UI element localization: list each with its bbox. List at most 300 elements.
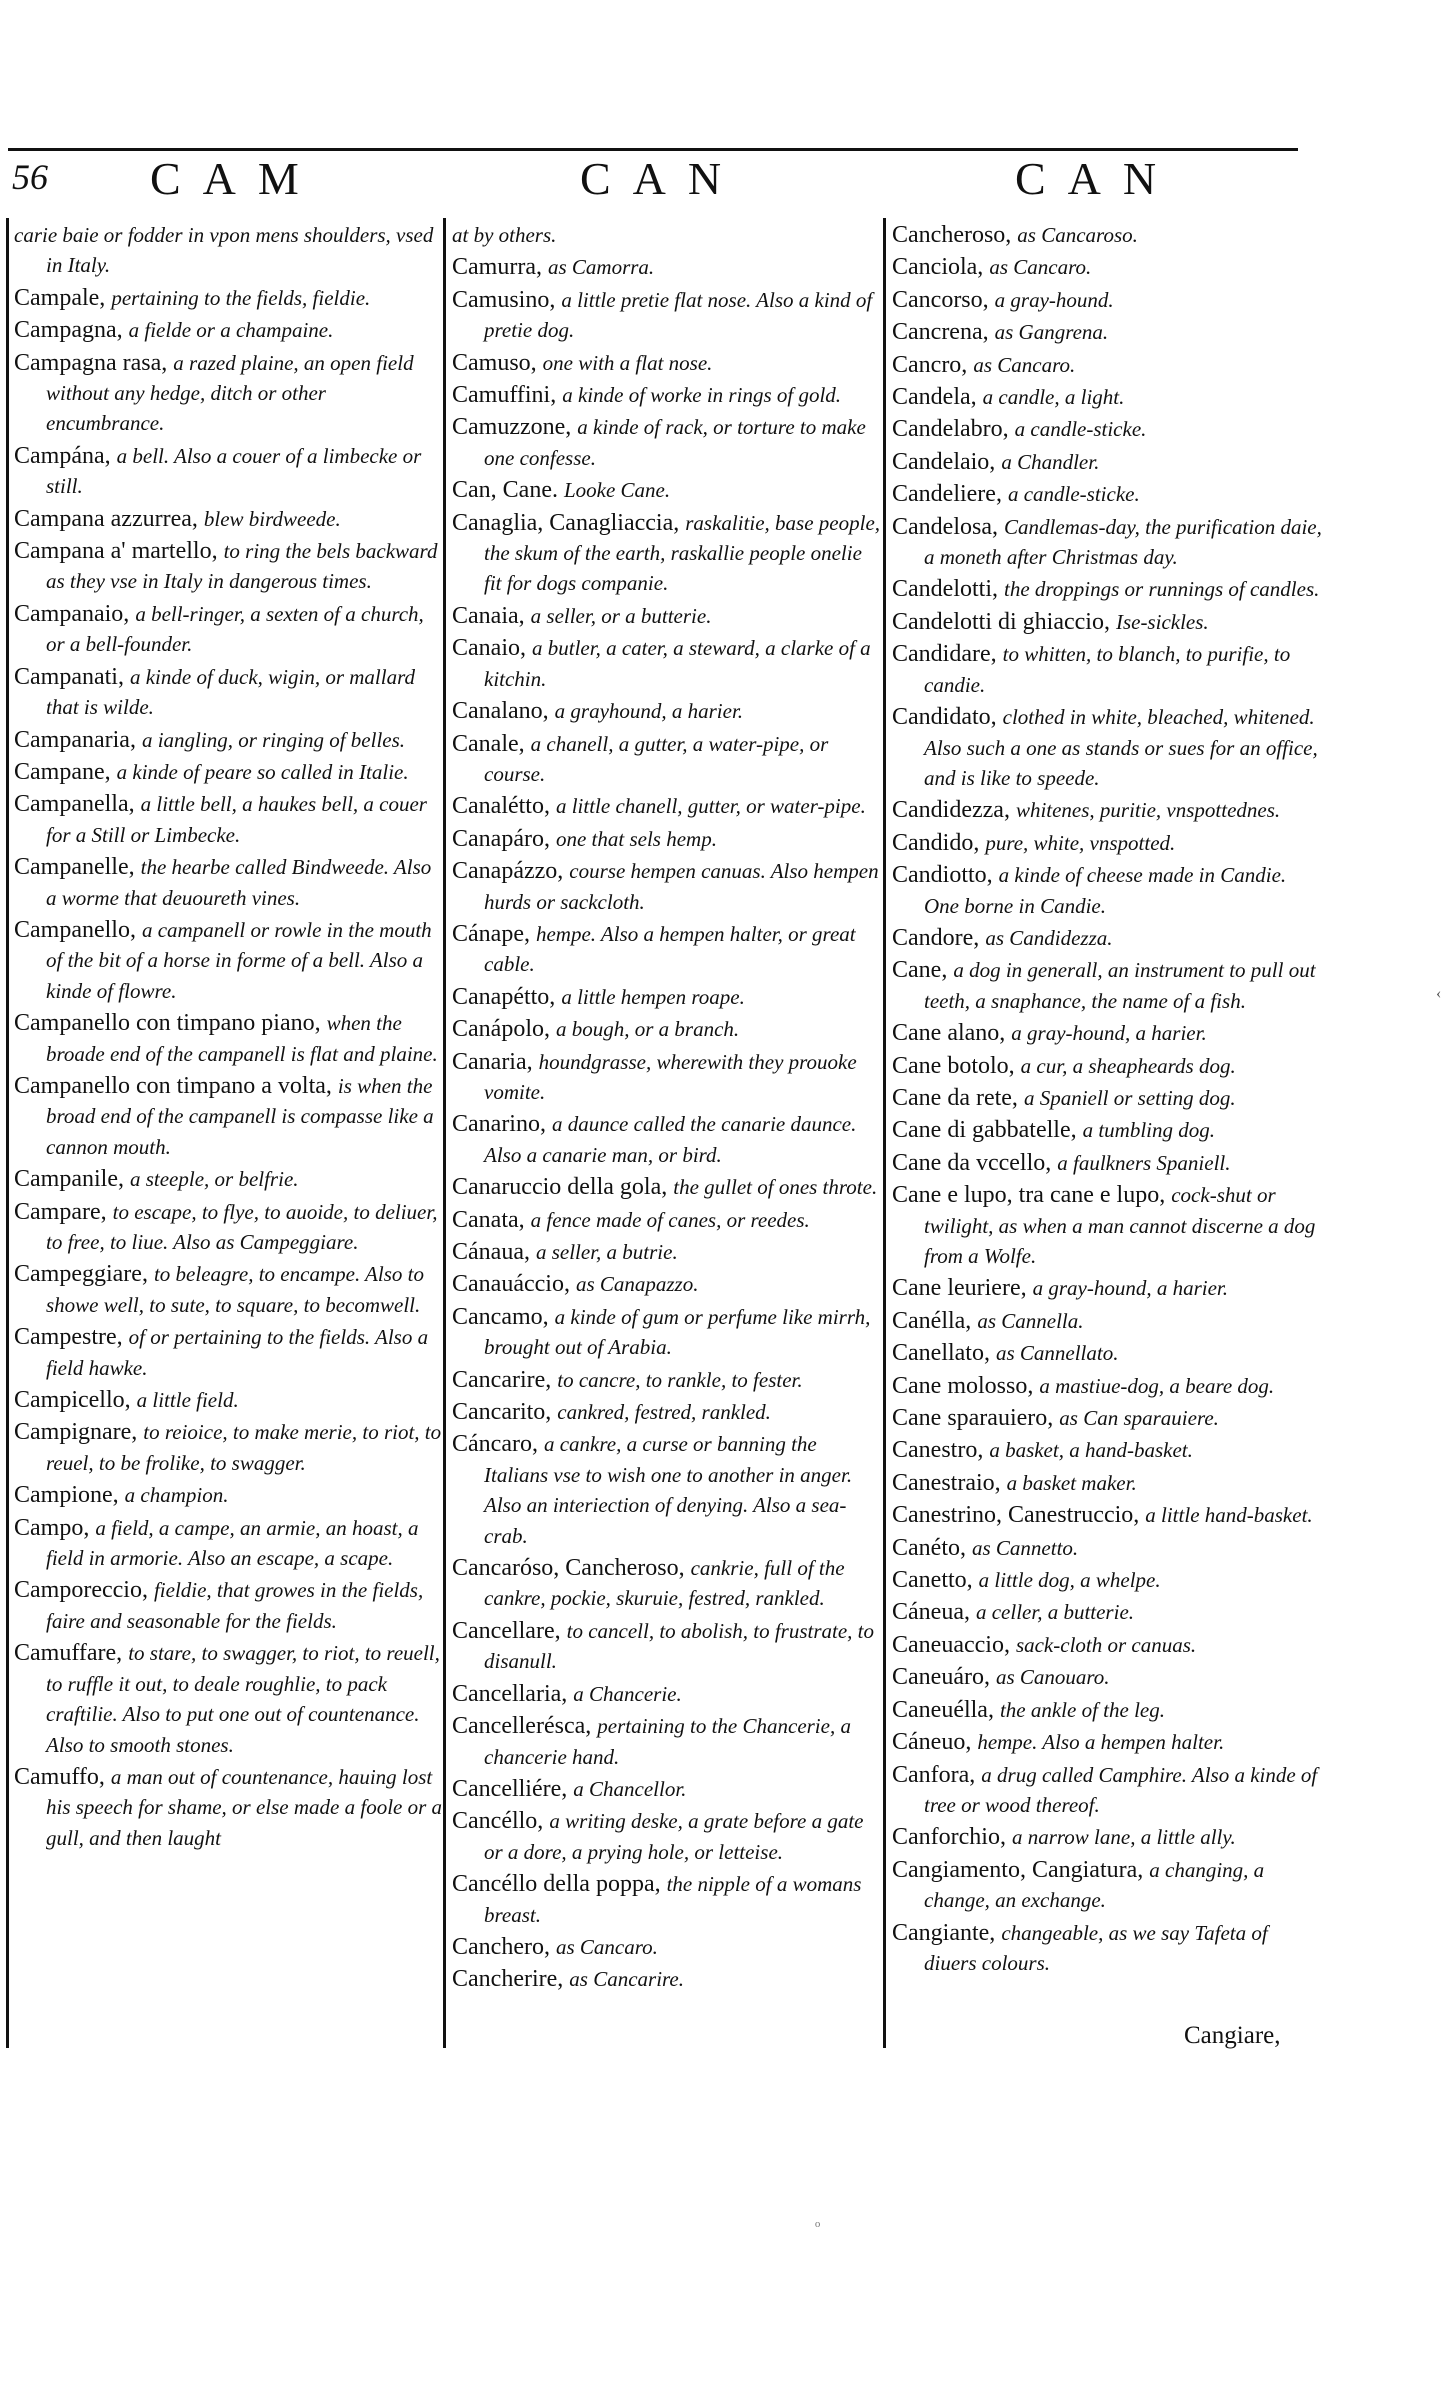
dictionary-entry (452, 285, 882, 346)
headword: Campione, (14, 1482, 119, 1509)
headword: Camuso, (452, 349, 537, 376)
dictionary-entry (452, 1711, 882, 1772)
definition: Ise-sickles. (1115, 609, 1209, 634)
definition: as Cancaro. (973, 352, 1076, 377)
headword: Cane da rete, (892, 1084, 1018, 1111)
dictionary-entry (14, 1638, 444, 1760)
definition: a kinde of worke in rings of gold. (562, 383, 842, 408)
dictionary-entry (452, 1679, 882, 1709)
headword: Cancamo, (452, 1303, 549, 1330)
definition: a bough, or a branch. (555, 1017, 740, 1042)
definition: a drug called Camphire. Also a kinde of tree or wood thereof. (924, 1762, 1318, 1817)
headword: Canapázzo, (452, 858, 564, 885)
definition: cock-shut or twilight, as when a man cannot discerne a dog from a Wolfe. (924, 1183, 1316, 1268)
definition: to escape, to flye, to auoide, to deliuer, to free, to liue. Also as Campeggiare. (46, 1199, 438, 1254)
headword: Campagna rasa, (14, 349, 168, 376)
dictionary-entry (452, 1429, 882, 1551)
dictionary-entry (452, 1237, 882, 1267)
headword: Canalano, (452, 698, 549, 725)
definition: when the broade end of the campanell is flat and plaine. (46, 1011, 438, 1066)
dictionary-entry (452, 1172, 882, 1202)
definition: a little pretie flat nose. Also a kind of pretie dog. (484, 287, 873, 343)
headword: Cancellerésca, (452, 1713, 592, 1740)
definition: the nipple of a womans breast. (484, 1872, 862, 1927)
headword: Canaio, (452, 635, 526, 662)
headword: Cancorso, (892, 286, 989, 313)
headword: Canciola, (892, 254, 984, 281)
dictionary-entry (14, 536, 444, 597)
dictionary-entry (452, 919, 882, 980)
dictionary-entry (14, 220, 444, 281)
definition: a little hand-basket. (1145, 1503, 1313, 1528)
dictionary-entry (892, 414, 1322, 444)
headword: Campo, (14, 1514, 90, 1541)
definition: a Spaniell or setting dog. (1023, 1085, 1236, 1110)
definition: a gray-hound, a harier. (1011, 1021, 1207, 1046)
dictionary-entry (892, 220, 1322, 250)
definition: a Chandler. (1001, 449, 1100, 474)
headword: Canchero, (452, 1933, 550, 1960)
dictionary-entry (14, 504, 444, 534)
headword: Campanella, (14, 791, 135, 818)
definition: at by others. (452, 223, 557, 247)
dictionary-entry (892, 1115, 1322, 1145)
headword: Canforchio, (892, 1824, 1006, 1851)
dictionary-entry (452, 1109, 882, 1170)
definition: a grayhound, a harier. (554, 699, 744, 724)
definition: a dog in generall, an instrument to pull out teeth, a snaphance, the name of a fish. (924, 958, 1316, 1013)
dictionary-entry (892, 1371, 1322, 1401)
headword: Cane leuriere, (892, 1275, 1027, 1302)
headword: Campignare, (14, 1419, 138, 1446)
definition: as Cancarire. (569, 1967, 685, 1992)
headword: Campicello, (14, 1387, 131, 1414)
headword: Cancellaria, (452, 1680, 568, 1707)
headword: Candidezza, (892, 797, 1010, 824)
definition: a seller, or a butterie. (530, 603, 712, 628)
definition: a daunce called the canarie daunce. Also a canarie man, or bird. (484, 1112, 857, 1167)
dictionary-entry (452, 252, 882, 282)
headword: Candidato, (892, 704, 997, 731)
definition: a basket maker. (1006, 1470, 1137, 1495)
dictionary-entry (452, 380, 882, 410)
dictionary-entry (892, 923, 1322, 953)
definition: hempe. Also a hempen halter, or great cable. (484, 921, 856, 977)
dictionary-entry (14, 441, 444, 502)
dictionary-entry (14, 283, 444, 313)
definition: a candle-sticke. (1007, 482, 1140, 507)
dictionary-entry (452, 696, 882, 726)
definition: pertaining to the fields, fieldie. (111, 285, 371, 310)
headword: Cangiante, (892, 1919, 996, 1946)
definition: a chanell, a gutter, a water-pipe, or course. (484, 731, 829, 786)
dictionary-entry (14, 1575, 444, 1636)
definition: a little hempen roape. (561, 984, 745, 1009)
dictionary-entry (14, 1417, 444, 1478)
headword: Cancellare, (452, 1617, 561, 1644)
definition: a kinde of cheese made in Candie. One borne in Candie. (924, 863, 1287, 918)
definition: a steeple, or belfrie. (129, 1167, 299, 1192)
dictionary-entry (892, 607, 1322, 637)
headword: Canauáccio, (452, 1271, 570, 1298)
dictionary-entry (452, 1806, 882, 1867)
dictionary-entry (452, 475, 882, 505)
definition: raskalitie, base people, the skum of the earth, raskallie people onelie fit for dogs companie. (484, 510, 881, 596)
definition: hempe. Also a hempen halter. (977, 1730, 1225, 1755)
headword: Campeggiare, (14, 1261, 148, 1288)
definition: a changing, a change, an exchange. (924, 1857, 1265, 1913)
dictionary-entry (14, 757, 444, 787)
definition: a cur, a sheapheards dog. (1020, 1053, 1236, 1078)
definition: a fielde or a champaine. (128, 318, 334, 343)
headword: Cáncaro, (452, 1431, 538, 1458)
dictionary-entry (452, 791, 882, 821)
headword: Campanelle, (14, 854, 135, 881)
headword: Candiotto, (892, 862, 993, 889)
definition: a champion. (124, 1483, 229, 1508)
dictionary-entry (452, 1774, 882, 1804)
dictionary-entry (452, 601, 882, 631)
headword: Canaria, (452, 1048, 533, 1075)
headword: Campanello con timpano piano, (14, 1010, 321, 1037)
headword: Campanello con timpano a volta, (14, 1072, 332, 1099)
headword: Cancheroso, (892, 222, 1012, 248)
headword: Canápolo, (452, 1016, 550, 1043)
dictionary-entry (14, 1322, 444, 1383)
headword: Candelotti, (892, 576, 998, 603)
headword: Candore, (892, 924, 980, 951)
dictionary-entry (892, 252, 1322, 282)
headword: Camuffare, (14, 1640, 123, 1667)
dictionary-entry (892, 1727, 1322, 1757)
headword: Candela, (892, 384, 977, 411)
headword: Canestro, (892, 1437, 984, 1464)
dictionary-entry (452, 508, 882, 599)
definition: carie baie or fodder in vpon mens shoulders, vsed in Italy. (14, 223, 434, 278)
dictionary-entry (14, 725, 444, 755)
definition: as Camorra. (547, 255, 655, 280)
headword: Cane molosso, (892, 1372, 1034, 1399)
definition: changeable, as we say Tafeta of diuers colours. (924, 1920, 1268, 1975)
definition: blew birdweede. (203, 506, 341, 531)
dictionary-entry (452, 824, 882, 854)
dictionary-entry (892, 955, 1322, 1016)
headword: Cane da vccello, (892, 1149, 1052, 1176)
headword: Camporeccio, (14, 1577, 148, 1604)
dictionary-entry (14, 1513, 444, 1574)
definition: to stare, to swagger, to riot, to reuell, to ruffle it out, to deale roughlie, to pack craftilie. Also to put one out of countenance. Also to smooth stones. (46, 1641, 440, 1757)
dictionary-entry (452, 1047, 882, 1108)
headword: Canaia, (452, 602, 525, 629)
dictionary-entry (892, 702, 1322, 793)
dictionary-entry (452, 220, 882, 250)
dictionary-entry (892, 285, 1322, 315)
definition: a bell-ringer, a sexten of a church, or a bell-founder. (46, 601, 424, 657)
dictionary-entry (892, 860, 1322, 921)
headword: Candidare, (892, 641, 997, 668)
headword: Canéto, (892, 1534, 966, 1561)
dictionary-entry (452, 1205, 882, 1235)
headword: Cane sparauiero, (892, 1405, 1054, 1432)
column-middle (452, 220, 882, 1997)
definition: as Cancaro. (989, 255, 1092, 280)
dictionary-entry (892, 1083, 1322, 1113)
headword: Canaruccio della gola, (452, 1174, 668, 1201)
definition: clothed in white, bleached, whitened. Also such a one as stands or sues for an office, and is like to speede. (924, 705, 1318, 790)
headword: Campanaria, (14, 726, 136, 753)
dictionary-entry (452, 348, 882, 378)
dictionary-entry (892, 512, 1322, 573)
dictionary-entry (14, 1762, 444, 1853)
dictionary-entry (892, 1435, 1322, 1465)
headword: Cane di gabbatelle, (892, 1117, 1077, 1144)
dictionary-entry (892, 639, 1322, 700)
definition: a mastiue-dog, a beare dog. (1039, 1373, 1275, 1398)
definition: a gray-hound. (994, 287, 1114, 312)
headword: Campána, (14, 442, 111, 469)
dictionary-entry (892, 1597, 1322, 1627)
definition: as Can sparauiere. (1059, 1406, 1219, 1431)
definition: as Candidezza. (985, 925, 1113, 950)
running-head-right: CAN (1015, 153, 1179, 204)
dictionary-entry (452, 1014, 882, 1044)
headword: Caneuélla, (892, 1696, 994, 1723)
definition: is when the broad end of the campanell is compasse like a cannon mouth. (46, 1073, 434, 1159)
headword: Canarino, (452, 1111, 546, 1138)
headword: Candelaio, (892, 448, 996, 475)
dictionary-entry (892, 1918, 1322, 1979)
dictionary-entry (14, 315, 444, 345)
definition: the gullet of ones throte. (673, 1175, 878, 1200)
definition: one with a flat nose. (542, 350, 713, 375)
definition: to beleagre, to encampe. Also to showe well, to sute, to square, to becomwell. (46, 1262, 424, 1317)
headword: Campane, (14, 758, 111, 785)
headword: Campanaio, (14, 600, 130, 627)
dictionary-entry (452, 1365, 882, 1395)
dictionary-entry (452, 412, 882, 473)
dictionary-entry (14, 915, 444, 1006)
dictionary-entry (892, 1180, 1322, 1271)
definition: to reioice, to make merie, to riot, to reuel, to be frolike, to swagger. (46, 1420, 442, 1475)
headword: Campanati, (14, 663, 124, 690)
dictionary-entry (452, 633, 882, 694)
definition: a narrow lane, a little ally. (1011, 1825, 1236, 1850)
headword: Cancaróso, Cancheroso, (452, 1555, 685, 1582)
dictionary-entry (452, 1869, 882, 1930)
headword: Canata, (452, 1206, 525, 1233)
column-rule (883, 218, 886, 2048)
definition: houndgrasse, wherewith they prouoke vomite. (484, 1049, 857, 1104)
definition: cankrie, full of the cankre, pockie, skuruie, festred, rankled. (484, 1556, 845, 1611)
definition: a bell. Also a couer of a limbecke or still. (46, 443, 422, 499)
definition: a little field. (136, 1388, 239, 1413)
definition: a iangling, or ringing of belles. (141, 727, 406, 752)
definition: to ring the bels backward as they vse in Italy in dangerous times. (46, 539, 438, 594)
definition: as Cannella. (977, 1308, 1084, 1333)
dictionary-entry (14, 1480, 444, 1510)
margin-mark: ‹ (1436, 985, 1442, 1002)
dictionary-entry (14, 1008, 444, 1069)
headword: Canestraio, (892, 1469, 1001, 1496)
headword: Cancarito, (452, 1399, 552, 1426)
dictionary-entry (14, 1197, 444, 1258)
header-rule (8, 148, 1298, 151)
column-rule (6, 218, 9, 2048)
dictionary-entry (452, 1397, 882, 1427)
headword: Cancéllo della poppa, (452, 1871, 661, 1898)
definition: a campanell or rowle in the mouth of the bit of a horse in forme of a bell. Also a kinde of flowre. (46, 917, 432, 1003)
definition: a cankre, a curse or banning the Italians vse to wish one to another in anger. Also an interiection of denying. Also a sea-crab. (484, 1432, 853, 1548)
definition: whitenes, puritie, vnspottednes. (1015, 798, 1281, 823)
definition: a candle-sticke. (1014, 417, 1147, 442)
dictionary-entry (892, 1533, 1322, 1563)
headword: Cane alano, (892, 1020, 1006, 1047)
definition: a faulkners Spaniell. (1057, 1150, 1231, 1175)
definition: a seller, a butrie. (535, 1240, 678, 1264)
definition: as Canouaro. (995, 1665, 1110, 1690)
definition: a razed plaine, an open field without any hedge, ditch or other encumbrance. (46, 350, 414, 436)
dictionary-entry (14, 852, 444, 913)
headword: Canapáro, (452, 825, 550, 852)
headword: Campagna, (14, 317, 123, 344)
dictionary-entry (892, 795, 1322, 825)
dictionary-entry (14, 599, 444, 660)
definition: one that sels hemp. (555, 826, 717, 851)
definition: a tumbling dog. (1082, 1118, 1216, 1143)
definition: a Chancerie. (573, 1681, 682, 1706)
dictionary-entry (892, 828, 1322, 858)
stray-mark: ᵒ (815, 2216, 821, 2236)
dictionary-entry (892, 1760, 1322, 1821)
catchword: Cangiare, (1184, 2022, 1281, 2049)
headword: Cánaua, (452, 1239, 530, 1265)
definition: as Canapazzo. (575, 1272, 699, 1297)
headword: Camusino, (452, 286, 556, 313)
dictionary-entry (452, 982, 882, 1012)
headword: Candelotti di ghiaccio, (892, 608, 1110, 635)
headword: Campana azzurrea, (14, 505, 198, 532)
page-number: 56 (12, 157, 48, 197)
dictionary-entry (892, 1468, 1322, 1498)
headword: Canetto, (892, 1567, 973, 1594)
definition: a candle, a light. (982, 385, 1125, 410)
dictionary-entry (452, 1964, 882, 1994)
headword: Canestrino, Canestruccio, (892, 1502, 1140, 1529)
headword: Cancro, (892, 351, 968, 378)
definition: a man out of countenance, hauing lost his speech for shame, or else made a foole or a gull, and then laught (46, 1764, 443, 1850)
definition: a fence made of canes, or reedes. (530, 1207, 810, 1232)
headword: Campale, (14, 284, 106, 311)
headword: Can, Cane. (452, 477, 558, 504)
definition: a kinde of rack, or torture to make one confesse. (484, 415, 866, 470)
headword: Caneuaccio, (892, 1631, 1010, 1658)
dictionary-entry (892, 1822, 1322, 1852)
definition: a field, a campe, an armie, an hoast, a field in armorie. Also an escape, a scape. (46, 1515, 419, 1571)
dictionary-entry (892, 1662, 1322, 1692)
headword: Cáneuo, (892, 1729, 972, 1756)
definition: pertaining to the Chancerie, a chancerie hand. (484, 1714, 851, 1769)
headword: Camuffo, (14, 1763, 105, 1790)
dictionary-entry (14, 1385, 444, 1415)
dictionary-entry (892, 1051, 1322, 1081)
headword: Canellato, (892, 1340, 990, 1367)
dictionary-entry (892, 382, 1322, 412)
headword: Canalétto, (452, 793, 550, 820)
definition: a gray-hound, a harier. (1032, 1276, 1229, 1301)
headword: Candelosa, (892, 513, 998, 540)
definition: a basket, a hand-basket. (989, 1438, 1193, 1463)
dictionary-entry (892, 447, 1322, 477)
headword: Candelabro, (892, 416, 1009, 443)
dictionary-entry (892, 1273, 1322, 1303)
definition: to cancell, to abolish, to frustrate, to disanull. (484, 1618, 875, 1674)
headword: Campestre, (14, 1324, 123, 1351)
dictionary-entry (892, 317, 1322, 347)
dictionary-entry (452, 856, 882, 917)
dictionary-entry (452, 1932, 882, 1962)
column-left (14, 220, 444, 1855)
dictionary-entry (452, 729, 882, 790)
definition: a Chancellor. (573, 1776, 687, 1801)
headword: Candido, (892, 829, 980, 856)
headword: Cane botolo, (892, 1052, 1015, 1079)
definition: cankred, festred, rankled. (557, 1400, 771, 1425)
definition: the hearbe called Bindweede. Also a worme that deuoureth vines. (46, 855, 432, 910)
definition: as Cannetto. (971, 1535, 1079, 1560)
headword: Campanello, (14, 916, 136, 943)
headword: Camurra, (452, 254, 542, 281)
headword: Cancrena, (892, 319, 989, 346)
running-head-left: CAM (150, 153, 321, 204)
headword: Candeliere, (892, 481, 1002, 508)
definition: fieldie, that growes in the fields, faire and seasonable for the fields. (46, 1578, 424, 1633)
headword: Canale, (452, 730, 525, 757)
definition: course hempen canuas. Also hempen hurds or sackcloth. (484, 859, 879, 914)
dictionary-entry (892, 1306, 1322, 1336)
definition: the droppings or runnings of candles. (1003, 577, 1320, 602)
definition: a butler, a cater, a steward, a clarke of a kitchin. (484, 636, 871, 691)
headword: Camuffini, (452, 382, 557, 409)
dictionary-entry (14, 348, 444, 439)
dictionary-entry (892, 1148, 1322, 1178)
dictionary-entry (14, 1259, 444, 1320)
dictionary-entry (892, 1855, 1322, 1916)
definition: a kinde of gum or perfume like mirrh, brought out of Arabia. (484, 1304, 871, 1360)
definition: Looke Cane. (563, 478, 671, 503)
definition: pure, white, vnspotted. (985, 830, 1176, 855)
definition: a little dog, a whelpe. (978, 1568, 1161, 1593)
headword: Cancéllo, (452, 1808, 544, 1835)
dictionary-entry (892, 350, 1322, 380)
headword: Canfora, (892, 1761, 976, 1788)
headword: Cane e lupo, tra cane e lupo, (892, 1182, 1166, 1209)
definition: as Cancaroso. (1017, 223, 1138, 247)
dictionary-entry (892, 1338, 1322, 1368)
dictionary-entry (892, 1630, 1322, 1660)
definition: of or pertaining to the fields. Also a field hawke. (46, 1325, 429, 1380)
definition: a writing deske, a grate before a gate or a dore, a prying hole, or letteise. (484, 1809, 864, 1864)
definition: to whitten, to blanch, to purifie, to candie. (924, 642, 1291, 697)
running-head-center: CAN (580, 153, 744, 204)
dictionary-entry (892, 479, 1322, 509)
headword: Caneuáro, (892, 1664, 990, 1691)
definition: Candlemas-day, the purification daie, a moneth after Christmas day. (924, 514, 1322, 570)
definition: a little chanell, gutter, or water-pipe. (555, 794, 866, 819)
headword: Cáneua, (892, 1599, 970, 1626)
headword: Camuzzone, (452, 414, 572, 441)
definition: to cancre, to rankle, to fester. (557, 1367, 803, 1392)
dictionary-entry (14, 662, 444, 723)
